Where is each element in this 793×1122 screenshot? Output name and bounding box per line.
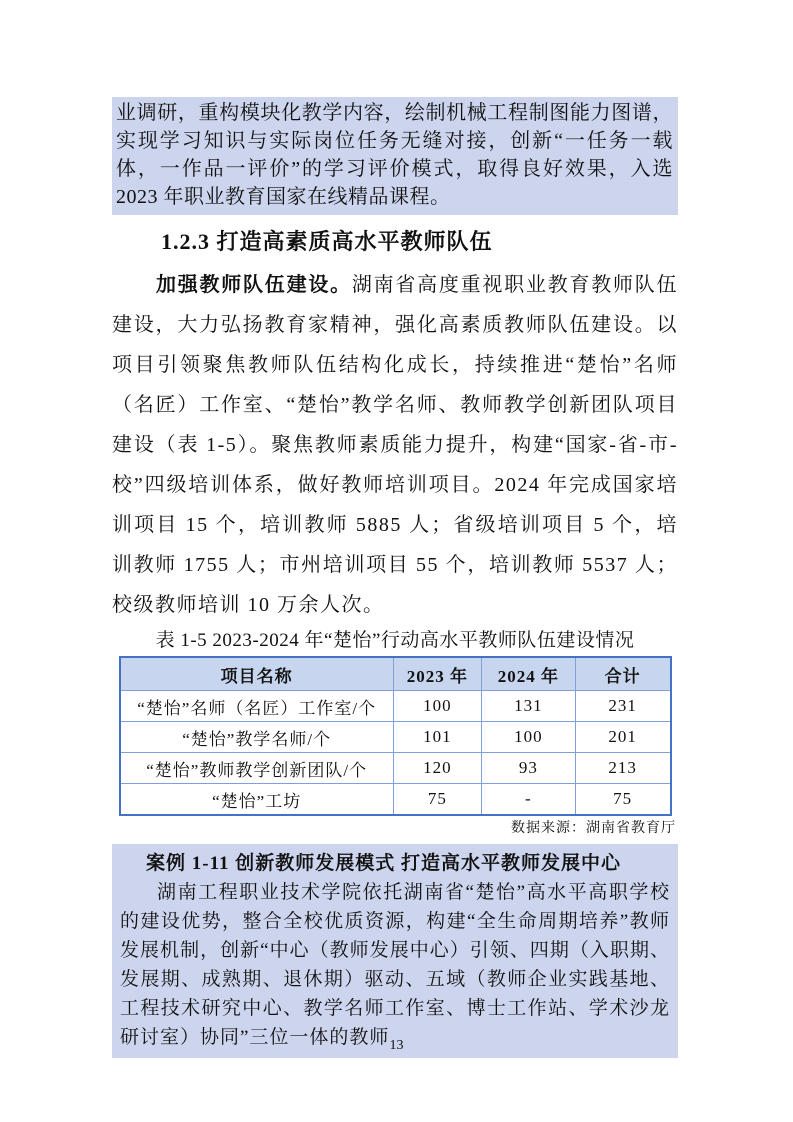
table-header-cell: 合计 xyxy=(575,657,670,691)
body-paragraph xyxy=(112,265,678,625)
case-title: 案例 1-11 创新教师发展模式 打造高水平教师发展中心 xyxy=(146,853,622,874)
table-cell: 131 xyxy=(482,691,576,722)
table-cell: “楚怡”教学名师/个 xyxy=(120,722,394,753)
table-header-row xyxy=(120,657,671,691)
table-row xyxy=(120,691,671,722)
paragraph-lead: 加强教师队伍建设。 xyxy=(156,274,352,296)
paragraph-text: 湖南省高度重视职业教育教师队伍建设，大力弘扬教育家精神，强化高素质教师队伍建设。以项目引领聚焦教师队伍结构化成长，持续推进“楚怡”名师（名匠）工作室、“楚怡”教学名师、教师教学创新团队项目建设（表 1-5）。聚焦教师素质能力提升，构建“国家-省-市-校”四级培训体系，做好教师培训项目。2024 年完成国家培训项目 15 个，培训教师 5885 人；省级培训项目 5 个，培训教师 1755 人；市州培训项目 55 个，培训教师 5537 人；校级教师培训 10 万余人次。 xyxy=(112,274,679,616)
table-cell: 101 xyxy=(393,722,481,753)
data-table xyxy=(119,656,672,816)
table-cell: - xyxy=(482,784,576,816)
table-cell: 120 xyxy=(393,753,481,784)
case-body: 湖南工程职业技术学院依托湖南省“楚怡”高水平高职学校的建设优势，整合全校优质资源，构建“全生命周期培养”教师发展机制，创新“中心（教师发展中心）引领、四期（入职期、发展期、成熟期、退休期）驱动、五域（教师企业实践基地、工程技术研究中心、教学名师工作室、博士工作站、学术沙龙研讨室）协同”三位一体的教师 xyxy=(120,882,670,1048)
table-cell: 231 xyxy=(575,691,670,722)
table-cell: 100 xyxy=(482,722,576,753)
table-cell: “楚怡”教师教学创新团队/个 xyxy=(120,753,394,784)
table-header-cell: 2024 年 xyxy=(482,657,576,691)
table-cell: 100 xyxy=(393,691,481,722)
case-box xyxy=(112,844,678,1058)
table-cell: “楚怡”名师（名匠）工作室/个 xyxy=(120,691,394,722)
table-cell: “楚怡”工坊 xyxy=(120,784,394,816)
table-header-cell: 项目名称 xyxy=(120,657,394,691)
table-header-cell: 2023 年 xyxy=(393,657,481,691)
page-content xyxy=(112,97,678,1058)
table-cell: 201 xyxy=(575,722,670,753)
data-source-note: 数据来源：湖南省教育厅 xyxy=(511,821,676,836)
table-caption: 表 1-5 2023-2024 年“楚怡”行动高水平教师队伍建设情况 xyxy=(155,630,635,651)
table-row xyxy=(120,784,671,816)
table-cell: 75 xyxy=(393,784,481,816)
table-row xyxy=(120,722,671,753)
table-cell: 93 xyxy=(482,753,576,784)
section-heading: 1.2.3 打造高素质高水平教师队伍 xyxy=(161,229,493,254)
page-number: 13 xyxy=(389,1038,404,1053)
table-row xyxy=(120,753,671,784)
table-cell: 213 xyxy=(575,753,670,784)
table-cell: 75 xyxy=(575,784,670,816)
highlighted-paragraph: 业调研，重构模块化教学内容，绘制机械工程制图能力图谱，实现学习知识与实际岗位任务无缝对接，创新“一任务一载体，一作品一评价”的学习评价模式，取得良好效果，入选 2023 年职业教育国家在线精品课程。 xyxy=(112,97,678,215)
